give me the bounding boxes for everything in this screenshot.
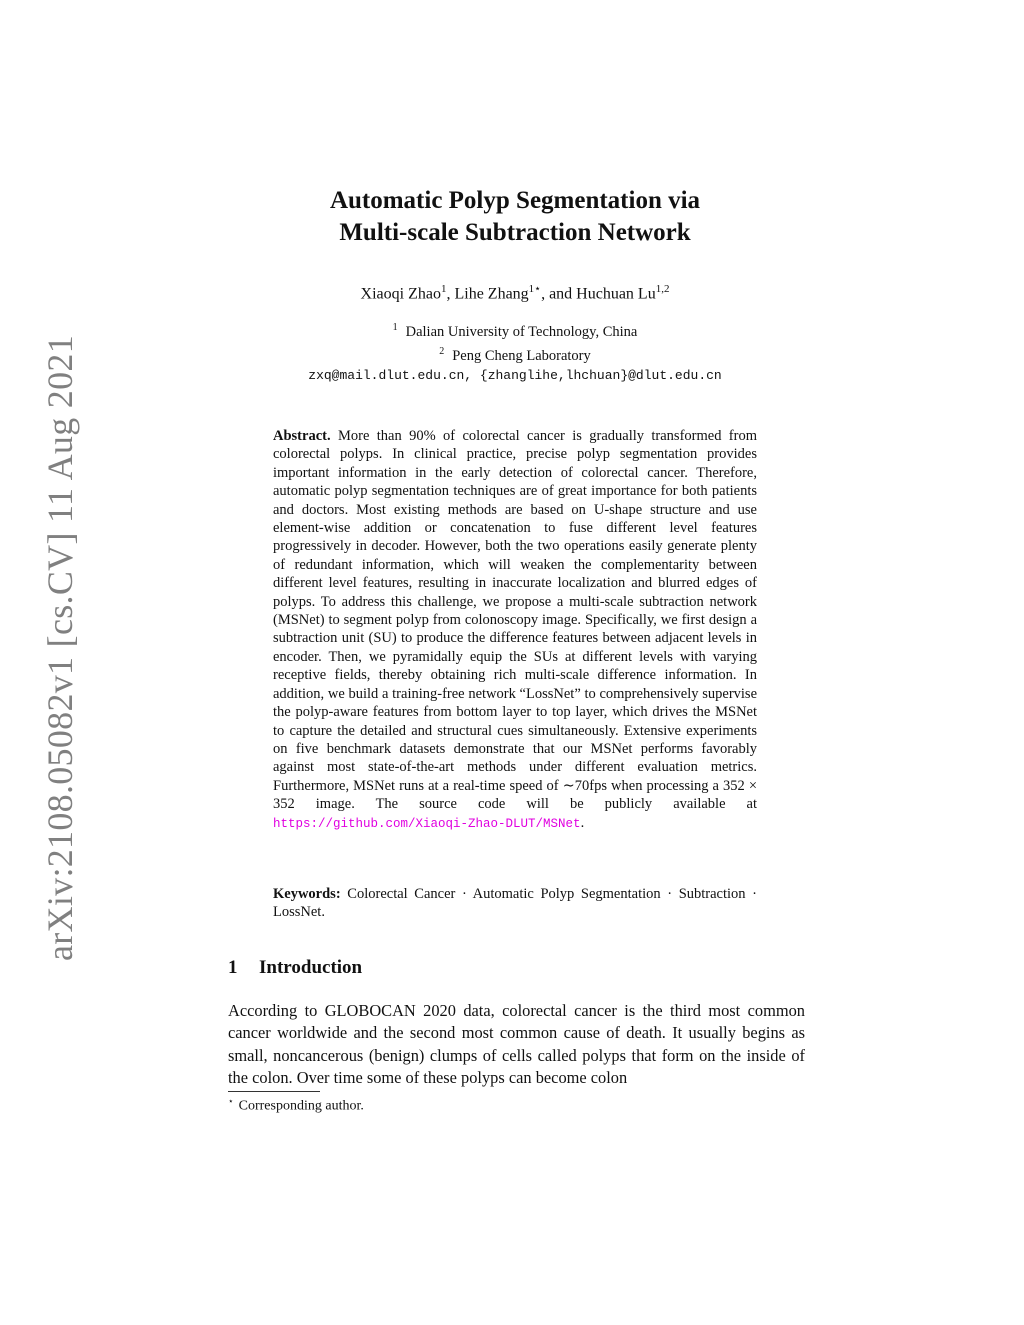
affiliation-text: Peng Cheng Laboratory xyxy=(452,347,591,364)
section-number: 1 xyxy=(228,957,238,978)
affiliation-number: 2 xyxy=(439,345,445,357)
affiliation-line xyxy=(0,318,1024,342)
title-line-1: Automatic Polyp Segmentation via xyxy=(329,187,701,214)
footnote xyxy=(228,1096,364,1115)
keywords xyxy=(273,885,757,922)
affiliation-text: Dalian University of Technology, China xyxy=(405,323,638,340)
author-list: Xiaoqi Zhao$^1$, Lihe Zhang$^{1⋆}$, and Huchuan Lu$^{1,2}$ xyxy=(360,283,670,303)
section-title: Introduction xyxy=(259,957,363,978)
author-name: Xiaoqi Zhao xyxy=(360,285,441,303)
author-affil-mark: 1 xyxy=(440,283,447,295)
footnote-mark: ⋆ xyxy=(228,1096,234,1106)
section-heading xyxy=(228,957,362,979)
affiliation-number: 1 xyxy=(392,322,398,333)
author-name: Lihe Zhang xyxy=(454,285,529,303)
author-affil-mark: 1⋆ xyxy=(528,283,542,295)
author-affil-mark: 1,2 xyxy=(655,283,670,295)
title-line-2: Multi-scale Subtraction Network xyxy=(339,219,691,246)
author-name: Huchuan Lu xyxy=(576,285,656,303)
affiliations xyxy=(0,318,1024,385)
paper-title xyxy=(0,185,1024,249)
intro-paragraph: According to GLOBOCAN 2020 data, colorectal cancer is the third most common cancer worldwide and the second most common cause of death. It usually begins as small, noncancerous (benign) clumps of cells called polyps that form on the inside of the colon. Over time some of these polyps can become colon xyxy=(228,1001,805,1087)
abstract-label: Abstract. xyxy=(273,428,331,444)
arxiv-identifier: arXiv:2108.05082v1 [cs.CV] 11 Aug 2021 xyxy=(40,334,80,962)
keywords-text: Colorectal Cancer · Automatic Polyp Segmentation · Subtraction · LossNet. xyxy=(273,886,757,921)
author-conjunction: and xyxy=(549,285,573,303)
keywords-label: Keywords: xyxy=(273,886,341,902)
footnote-text: Corresponding author. xyxy=(238,1098,364,1114)
affiliation-line xyxy=(0,342,1024,366)
footnote-rule xyxy=(228,1091,320,1092)
source-code-link[interactable]: https://github.com/Xiaoqi-Zhao-DLUT/MSNet xyxy=(273,816,581,831)
abstract-text: More than 90% of colorectal cancer is gradually transformed from colorectal polyps. In clinical practice, precise polyp segmentation provides important information in the early detection of colorectal cancer. Therefore, automatic polyp segmentation techniques are of great importance for both patients and doctors. Most existing methods are based on U-shape structure and use element-wise addition or concatenation to fuse different level features progressively in decoder. However, both the two operations easily generate plenty of redundant information, which will weaken the complementarity between different level features, resulting in inaccurate localization and blurred edges of polyps. To address this challenge, we propose a multi-scale subtraction network (MSNet) to segment polyp from colonoscopy image. Specifically, we first design a subtraction unit (SU) to produce the difference features between adjacent levels in encoder. Then, we pyramidally equip the SUs at different levels with varying receptive fields, thereby obtaining rich multi-scale difference information. In addition, we build a training-free network “LossNet” to comprehensively supervise the polyp-aware features from bottom layer to top layer, which drives the MSNet to capture the detailed and structural cues simultaneously. Extensive experiments on five benchmark datasets demonstrate that our MSNet performs favorably against most state-of-the-art methods under different evaluation metrics. Furthermore, MSNet runs at a real-time speed of ∼70fps when processing a 352 × 352 image. The source code will be publicly available at xyxy=(273,428,757,813)
abstract: Abstract. More than 90% of colorectal cancer is gradually transformed from colorectal polyps. In clinical practice, precise polyp segmentation provides important information in the early detection of colorectal cancer. Therefore, automatic polyp segmentation techniques are of great importance for both patients and doctors. Most existing methods are based on U-shape structure and use element-wise addition or concatenation to fuse different level features progressively in decoder. However, both the two operations easily generate plenty of redundant information, which will weaken the complementarity between different level features, resulting in inaccurate localization and blurred edges of polyps. To address this challenge, we propose a multi-scale subtraction network (MSNet) to segment polyp from colonoscopy image. Specifically, we first design a subtraction unit (SU) to produce the difference features between adjacent levels in encoder. Then, we pyramidally equip the SUs at different levels with varying receptive fields, thereby obtaining rich multi-scale difference information. In addition, we build a training-free network “LossNet” to comprehensively supervise the polyp-aware features from bottom layer to top layer, which drives the MSNet to capture the detailed and structural cues simultaneously. Extensive experiments on five benchmark datasets demonstrate that our MSNet performs favorably against most state-of-the-art methods under different evaluation metrics. Furthermore, MSNet runs at a real-time speed of ∼70fps when processing a 352 × 352 image. The source code will be publicly available at https://github.com/Xiaoqi-Zhao-DLUT/MSNet. xyxy=(273,428,757,831)
author-emails: zxq@mail.dlut.edu.cn, {zhanglihe,lhchuan}@dlut.edu.cn xyxy=(308,367,722,383)
